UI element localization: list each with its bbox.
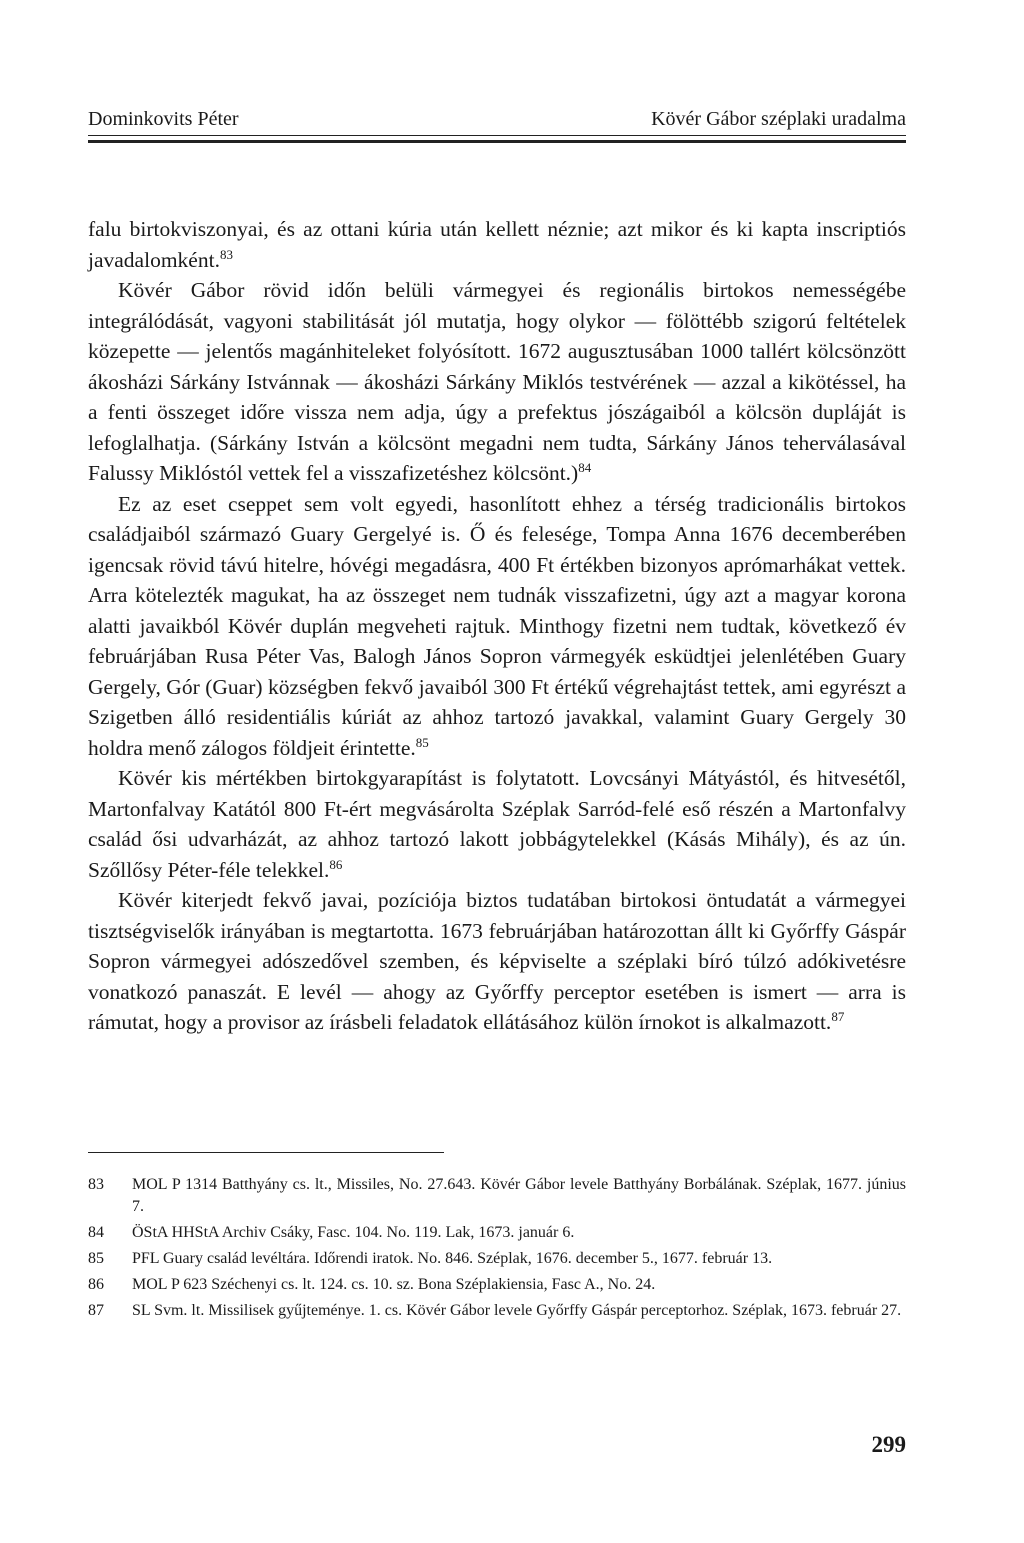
footnote	[88, 1248, 906, 1270]
paragraph	[88, 214, 906, 275]
header-rule-thick	[88, 140, 906, 143]
paragraph	[88, 489, 906, 764]
footnote-text: MOL P 1314 Batthyány cs. lt., Missiles, No. 27.643. Kövér Gábor levele Batthyány Borbálának. Széplak, 1677. június 7.	[132, 1176, 906, 1215]
footnote-ref: 85	[415, 734, 429, 750]
footnote-number: 84	[88, 1224, 104, 1241]
footnote-rule	[88, 1152, 444, 1153]
footnote-text: MOL P 623 Széchenyi cs. lt. 124. cs. 10. sz. Bona Széplakiensia, Fasc A., No. 24.	[132, 1276, 656, 1293]
footnote-number: 86	[88, 1276, 104, 1293]
footnote-number: 83	[88, 1176, 104, 1193]
footnote	[88, 1174, 906, 1218]
footnote	[88, 1300, 906, 1322]
running-head-title: Kövér Gábor széplaki uradalma	[651, 108, 906, 130]
paragraph-text: Ez az eset cseppet sem volt egyedi, hasonlított ehhez a térség tradicionális birtokos családjaiból származó Guary Gergelyé is. Ő és felesége, Tompa Anna 1676 decemberében igencsak rövid távú hitelre, hóvégi megadásra, 400 Ft értékben bizonyos aprómarhákat vettek. Arra kötelezték magukat, ha az összeget nem tudnák visszafizetni, úgy azt a magyar korona alatti javaikból Kövér duplán megveheti rajtuk. Minthogy fizetni nem tudtak, következő év februárjában Rusa Péter Vas, Balogh János Sopron vármegyék esküdtjei jelenlétében Guary Gergely, Gór (Guar) községben fekvő javaiból 300 Ft értékű végrehajtást tettek, ami egyrészt a Szigetben álló residentiális kúriát az ahhoz tartozó javakkal, valamint Guary Gergely 30 holdra menő zálogos földjeit érintette.	[88, 491, 906, 760]
paragraph-text: Kövér kiterjedt fekvő javai, pozíciója biztos tudatában birtokosi öntudatát a vármegyei tisztségviselők irányában is megtartotta. 1673 februárjában határozottan állt ki Győrffy Gáspár Sopron vármegyei adószedővel szemben, és képviselte a széplaki bíró túlzó adókivetésre vonatkozó panaszát. E levél — ahogy az Győrffy perceptor esetében is ismert — arra is rámutat, hogy a provisor az írásbeli feladatok ellátásához külön írnokot is alkalmazott.	[88, 888, 906, 1034]
page-number: 299	[871, 1432, 906, 1457]
paragraph	[88, 763, 906, 885]
running-head	[88, 104, 906, 134]
paragraph	[88, 275, 906, 489]
footnote	[88, 1274, 906, 1296]
header-rule-thin	[88, 135, 906, 136]
footnote-ref: 83	[219, 246, 233, 262]
footnote-number: 87	[88, 1302, 104, 1319]
footnote-number: 85	[88, 1250, 104, 1267]
paragraph	[88, 885, 906, 1038]
footnote-ref: 87	[831, 1009, 845, 1024]
footnote-text: PFL Guary család levéltára. Időrendi iratok. No. 846. Széplak, 1676. december 5., 1677. február 13.	[132, 1250, 773, 1267]
paragraph-text: Kövér kis mértékben birtokgyarapítást is folytatott. Lovcsányi Mátyástól, és hitvesétől, Martonfalvay Katától 800 Ft-ért megvásárolta Széplak Sarród-felé eső részén a Martonfalvy család ősi udvarházát, az ahhoz tartozó lakott jobbágytelekkel (Kásás Mihály), és az ún. Szőllősy Péter-féle telekkel.	[88, 766, 906, 882]
body-text	[88, 214, 906, 1038]
running-head-author: Dominkovits Péter	[88, 108, 239, 130]
footnotes	[88, 1174, 906, 1326]
paragraph-text: Kövér Gábor rövid időn belüli vármegyei és regionális birtokos nemességébe integrálódását, vagyoni stabilitását jól mutatja, hogy olykor — fölöttébb szigorú feltételek közepette — jelentős magánhiteleket folyósított. 1672 augusztusában 1000 tallért kölcsönzött ákosházi Sárkány Istvánnak — ákosházi Sárkány Miklós testvérének — azzal a kikötéssel, ha a fenti összeget időre vissza nem adja, úgy a prefektus jószágaiból a kölcsön dupláját is lefoglalhatja. (Sárkány István a kölcsönt megadni nem tudta, Sárkány János teherválasával Falussy Miklóstól vettek fel a visszafizetéshez kölcsönt.)	[88, 278, 906, 485]
paragraph-text: falu birtokviszonyai, és az ottani kúria után kellett néznie; azt mikor és ki kapta inscriptiós javadalomként.	[88, 217, 906, 272]
footnote-text: SL Svm. lt. Missilisek gyűjteménye. 1. cs. Kövér Gábor levele Győrffy Gáspár perceptorhoz. Széplak, 1673. február 27.	[132, 1302, 902, 1319]
footnote	[88, 1222, 906, 1244]
footnote-text: ÖStA HHStA Archiv Csáky, Fasc. 104. No. 119. Lak, 1673. január 6.	[132, 1224, 575, 1241]
footnote-ref: 86	[329, 856, 343, 872]
footnote-ref: 84	[578, 460, 592, 475]
